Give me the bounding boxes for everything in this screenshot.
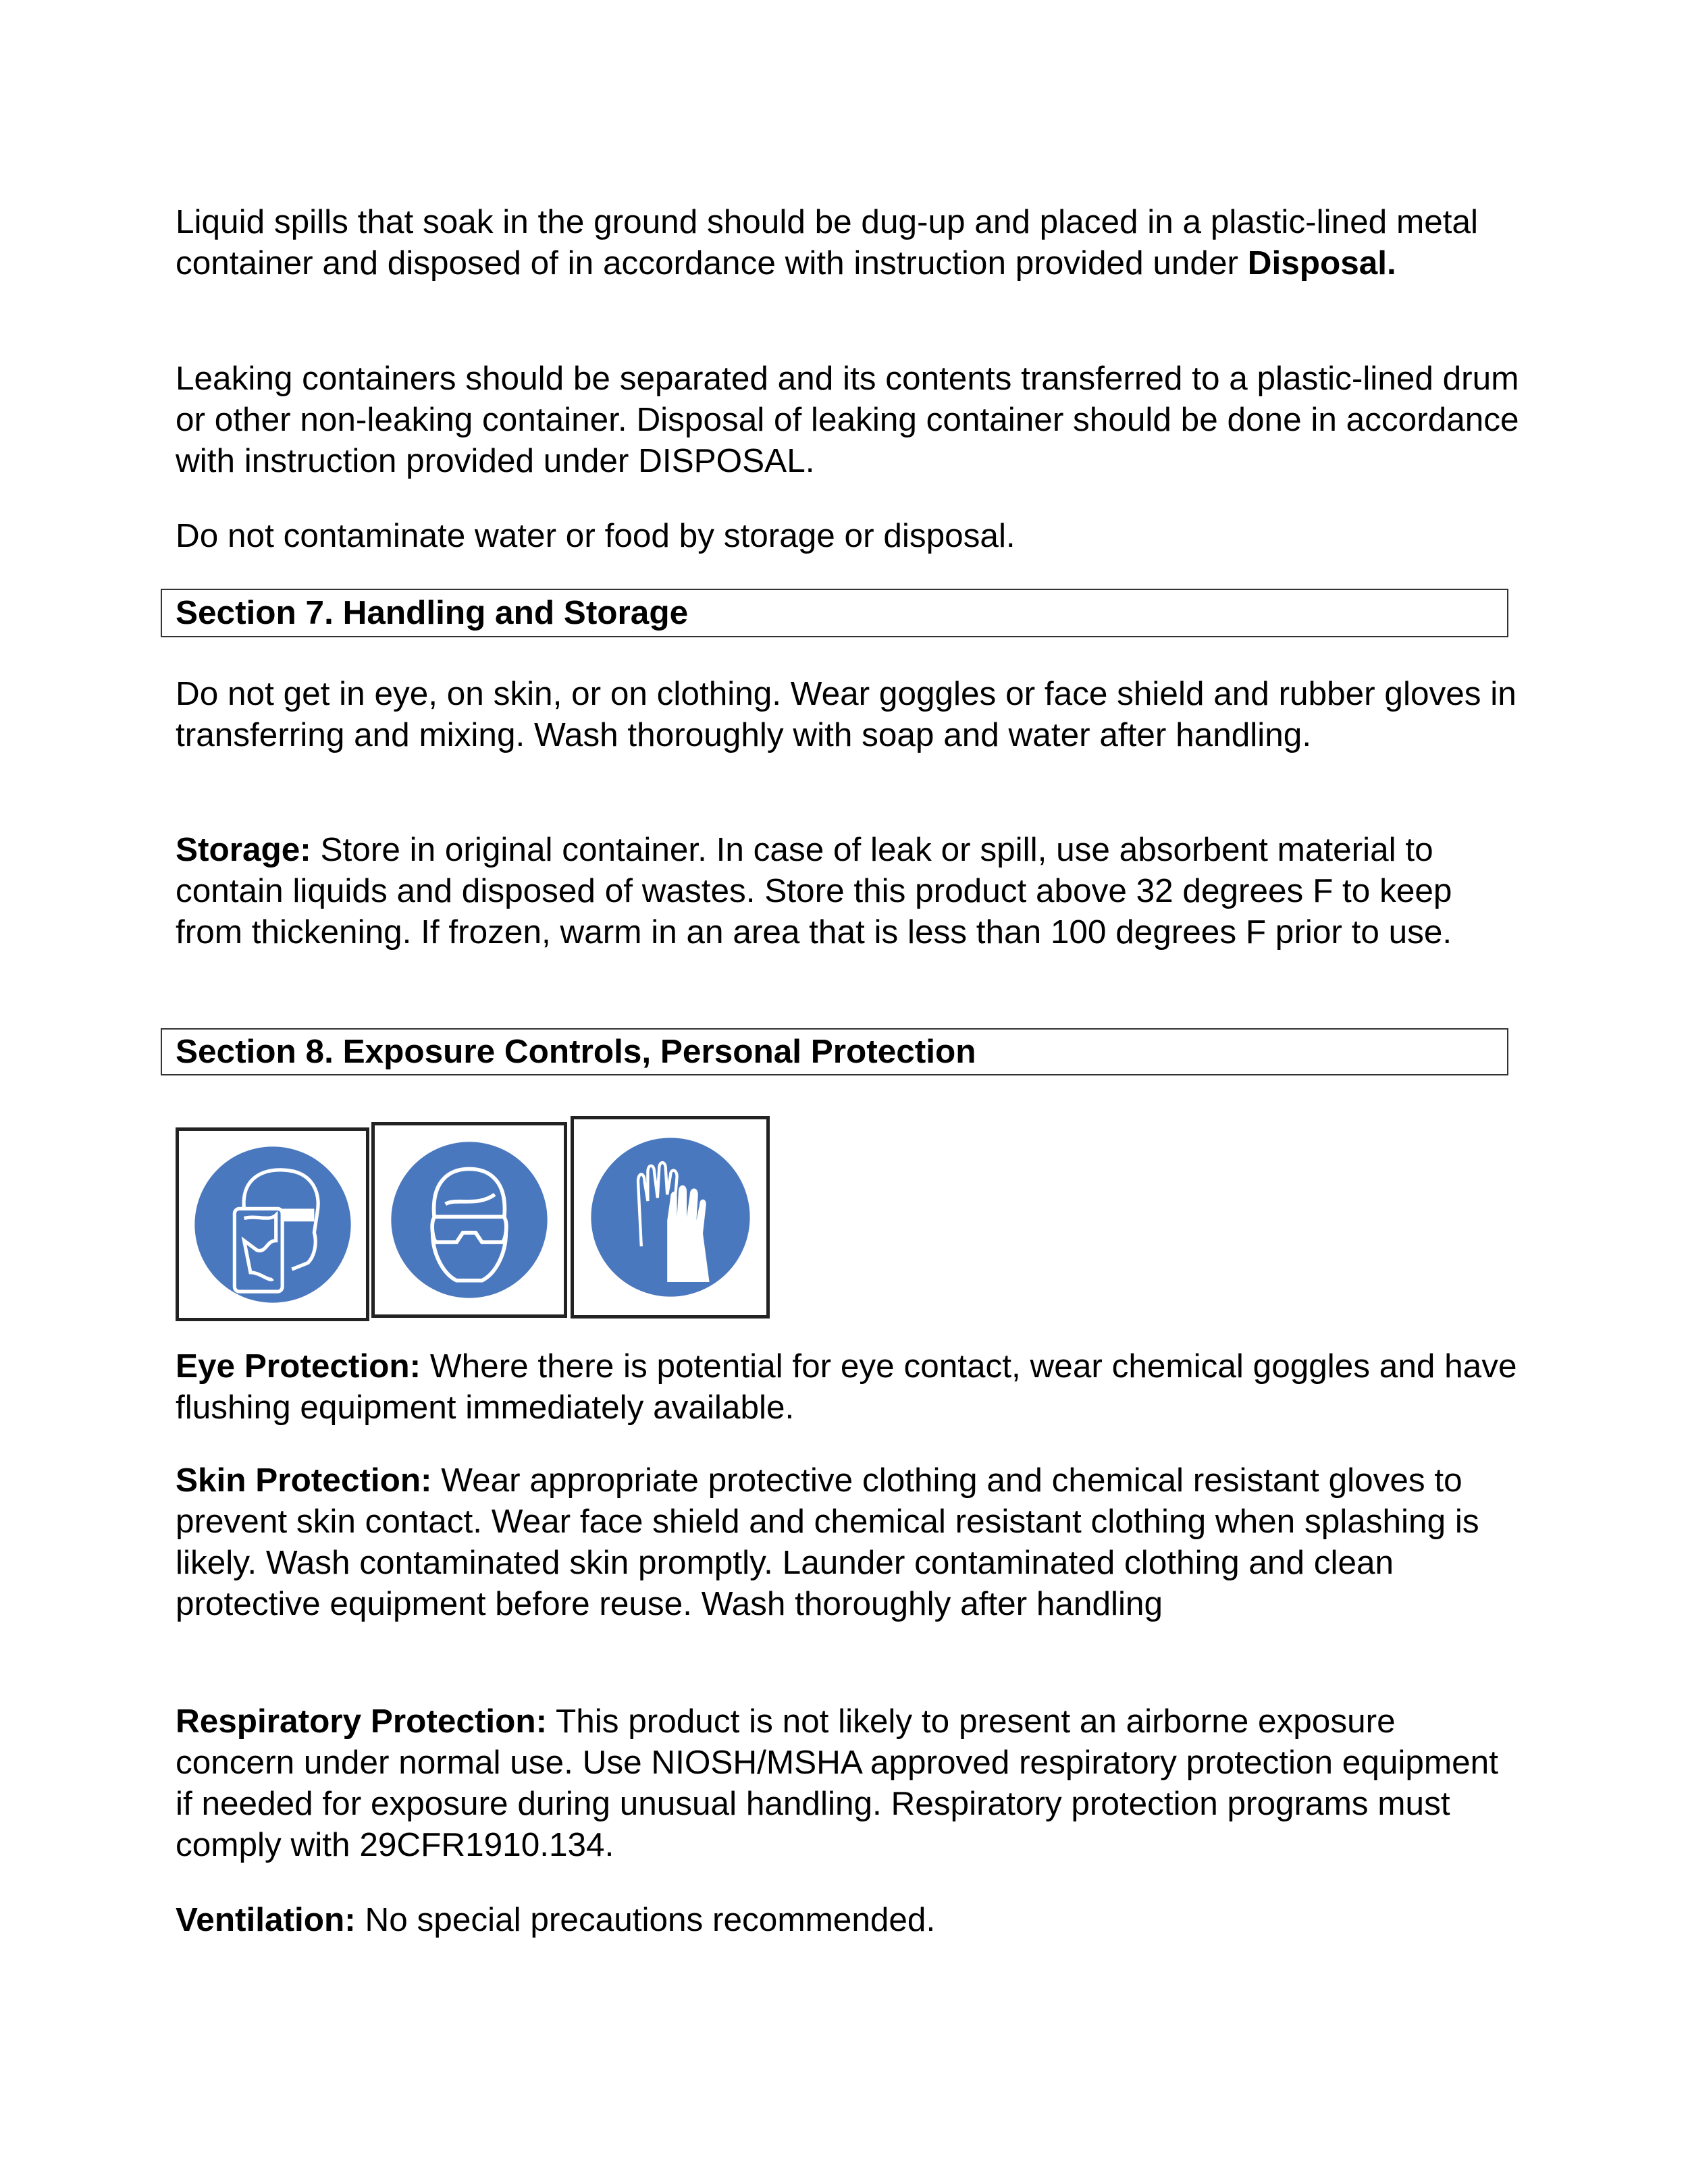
handling-paragraph: Do not get in eye, on skin, or on clothing. Wear goggles or face shield and rubber gloves in transferring and mixing. Wash thoroughly with soap and water after handling.: [176, 675, 1516, 753]
eye-protection-text: Where there is potential for eye contact, wear chemical goggles and have flushing equipment immediately available.: [176, 1348, 1517, 1426]
leaking-paragraph: Leaking containers should be separated and its contents transferred to a plastic-lined drum or other non-leaking container. Disposal of leaking container should be done in accordance with instruction provided under DISPOSAL.: [176, 360, 1519, 479]
eye-protection-paragraph: [176, 1346, 1519, 1428]
section-8-header: Section 8. Exposure Controls, Personal Protection: [161, 1028, 1508, 1075]
respiratory-protection-label: Respiratory Protection:: [176, 1703, 548, 1740]
goggles-icon: [371, 1122, 567, 1318]
ventilation-text: No special precautions recommended.: [355, 1901, 936, 1938]
storage-paragraph: [176, 829, 1519, 953]
face-shield-icon: [176, 1127, 369, 1321]
skin-protection-label: Skin Protection:: [176, 1462, 432, 1499]
spills-text: Liquid spills that soak in the ground should be dug-up and placed in a plastic-lined metal container and disposed of in accordance with instruction provided under: [176, 203, 1479, 282]
skin-protection-paragraph: [176, 1460, 1519, 1624]
skin-protection-text: Wear appropriate protective clothing and chemical resistant gloves to prevent skin contact. Wear face shield and chemical resistant clothing when splashing is likely. Wash contaminated skin promptly. Launder contaminated clothing and clean protective equipment before reuse. Wash thoroughly after handling: [176, 1462, 1479, 1622]
ventilation-paragraph: [176, 1899, 1519, 1940]
disposal-ref: Disposal.: [1247, 244, 1396, 282]
eye-protection-label: Eye Protection:: [176, 1348, 421, 1385]
storage-label: Storage:: [176, 831, 311, 868]
respiratory-protection-paragraph: [176, 1701, 1519, 1865]
contaminate-paragraph: Do not contaminate water or food by storage or disposal.: [176, 517, 1016, 554]
storage-text: Store in original container. In case of leak or spill, use absorbent material to contain liquids and disposed of wastes. Store this product above 32 degrees F to keep from thickening. If frozen, warm in an area that is less than 100 degrees F prior to use.: [176, 831, 1452, 951]
spills-paragraph: [176, 201, 1519, 284]
respiratory-protection-text: This product is not likely to present an airborne exposure concern under normal use. Use NIOSH/MSHA approved respiratory protection equipment if needed for exposure during unusual handling. Respiratory protection programs must comply with 29CFR1910.134.: [176, 1703, 1498, 1863]
ventilation-label: Ventilation:: [176, 1901, 356, 1938]
gloves-icon: [571, 1116, 770, 1319]
section-7-header: Section 7. Handling and Storage: [161, 589, 1508, 637]
